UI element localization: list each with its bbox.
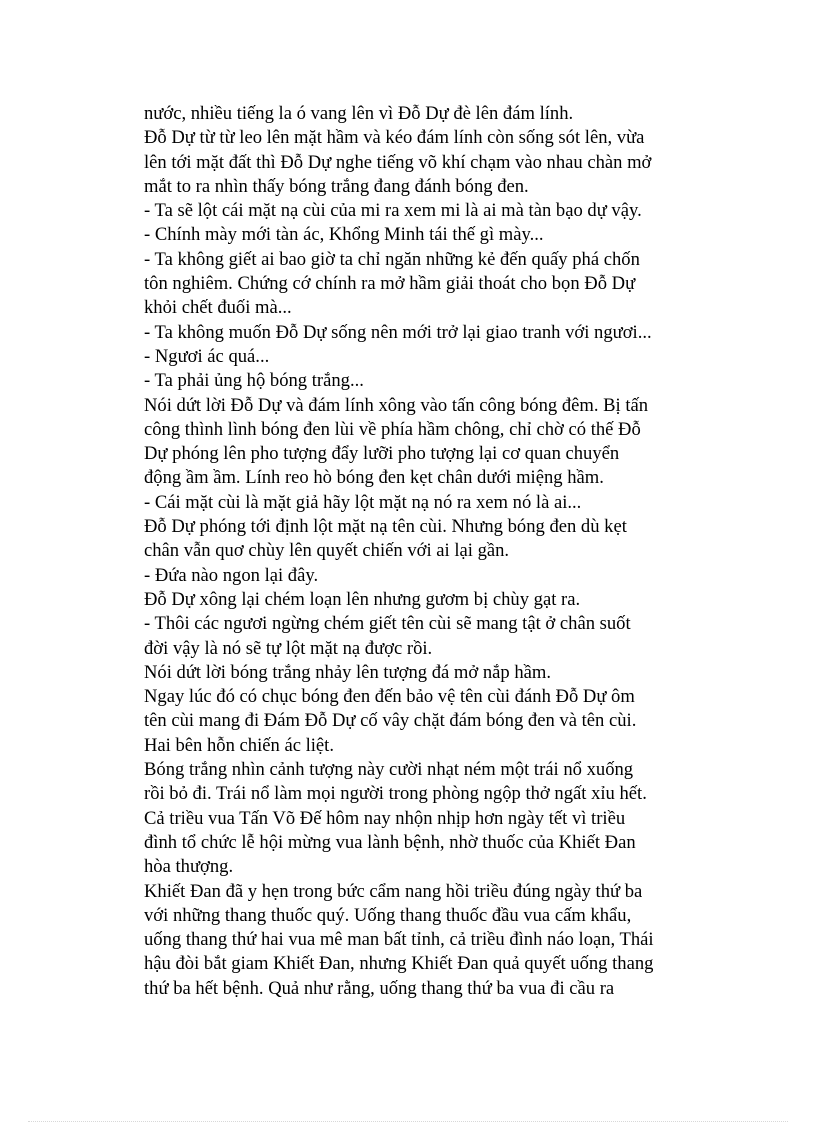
text-line: lên tới mặt đất thì Đỗ Dự nghe tiếng võ khí chạm vào nhau chàn mở: [144, 151, 652, 173]
text-line: động ầm ầm. Lính reo hò bóng đen kẹt chân dưới miệng hầm.: [144, 467, 604, 489]
text-line: Khiết Đan đã y hẹn trong bức cẩm nang hồi triều đúng ngày thứ ba: [144, 880, 643, 902]
text-line: tên cùi mang đi Đám Đỗ Dự cố vây chặt đám bóng đen và tên cùi.: [144, 710, 637, 732]
text-line: - Ta sẽ lột cái mặt nạ cùi của mi ra xem mi là ai mà tàn bạo dự vậy.: [144, 200, 642, 222]
text-line: Hai bên hỗn chiến ác liệt.: [144, 734, 334, 756]
text-line: Nói dứt lời bóng trắng nhảy lên tượng đá mở nắp hầm.: [144, 661, 552, 683]
body-text: [144, 102, 704, 1001]
text-line: Bóng trắng nhìn cảnh tượng này cười nhạt ném một trái nổ xuống: [144, 759, 634, 781]
text-line: Nói dứt lời Đỗ Dự và đám lính xông vào tấn công bóng đêm. Bị tấn: [144, 394, 649, 416]
text-line: Đỗ Dự từ từ leo lên mặt hầm và kéo đám lính còn sống sót lên, vừa: [144, 127, 645, 149]
text-line: hòa thượng.: [144, 856, 234, 878]
text-line: - Thôi các ngươi ngừng chém giết tên cùi sẽ mang tật ở chân suốt: [144, 613, 631, 635]
text-line: Đỗ Dự xông lại chém loạn lên nhưng gươm bị chùy gạt ra.: [144, 588, 581, 610]
text-line: hậu đòi bắt giam Khiết Đan, nhưng Khiết Đan quả quyết uống thang: [144, 953, 654, 975]
text-line: uống thang thứ hai vua mê man bất tỉnh, cả triều đình náo loạn, Thái: [144, 929, 654, 951]
text-line: nước, nhiều tiếng la ó vang lên vì Đỗ Dự đè lên đám lính.: [144, 103, 574, 124]
text-line: tôn nghiêm. Chứng cớ chính ra mở hầm giải thoát cho bọn Đỗ Dự: [144, 273, 636, 295]
text-line: đời vậy là nó sẽ tự lột mặt nạ được rồi.: [144, 637, 433, 659]
text-line: chân vẫn quơ chùy lên quyết chiến với ai lại gần.: [144, 540, 510, 562]
text-line: khỏi chết đuối mà...: [144, 297, 292, 319]
text-line: Ngay lúc đó có chục bóng đen đến bảo vệ tên cùi đánh Đỗ Dự ôm: [144, 686, 635, 708]
text-line: - Ta không giết ai bao giờ ta chỉ ngăn những kẻ đến quấy phá chốn: [144, 248, 640, 270]
text-line: công thình lình bóng đen lùi về phía hầm chông, chỉ chờ có thế Đỗ: [144, 418, 641, 440]
text-line: - Ta phải ủng hộ bóng trắng...: [144, 370, 364, 392]
text-line: - Ta không muốn Đỗ Dự sống nên mới trở lại giao tranh với ngươi...: [144, 321, 652, 343]
text-line: - Chính mày mới tàn ác, Khổng Minh tái thế gì mày...: [144, 224, 544, 246]
text-line: Cả triều vua Tấn Võ Đế hôm nay nhộn nhịp hơn ngày tết vì triều: [144, 807, 626, 829]
text-line: đình tổ chức lễ hội mừng vua lành bệnh, nhờ thuốc của Khiết Đan: [144, 831, 636, 853]
text-line: thứ ba hết bệnh. Quả như rằng, uống thang thứ ba vua đi cầu ra: [144, 977, 615, 999]
text-line: Đỗ Dự phóng tới định lột mặt nạ tên cùi. Nhưng bóng đen dù kẹt: [144, 516, 627, 538]
text-line: - Cái mặt cùi là mặt giả hãy lột mặt nạ nó ra xem nó là ai...: [144, 491, 582, 513]
text-line: - Ngươi ác quá...: [144, 345, 270, 367]
text-line: mắt to ra nhìn thấy bóng trắng đang đánh bóng đen.: [144, 175, 529, 197]
text-line: Dự phóng lên pho tượng đẩy lưỡi pho tượng lại cơ quan chuyển: [144, 443, 620, 465]
text-line: với những thang thuốc quý. Uống thang thuốc đầu vua cấm khẩu,: [144, 904, 632, 926]
text-line: rồi bỏ đi. Trái nổ làm mọi người trong phòng ngộp thở ngất xỉu hết.: [144, 783, 647, 805]
page-bottom-edge: [28, 1121, 788, 1122]
text-line: - Đứa nào ngon lại đây.: [144, 564, 319, 586]
